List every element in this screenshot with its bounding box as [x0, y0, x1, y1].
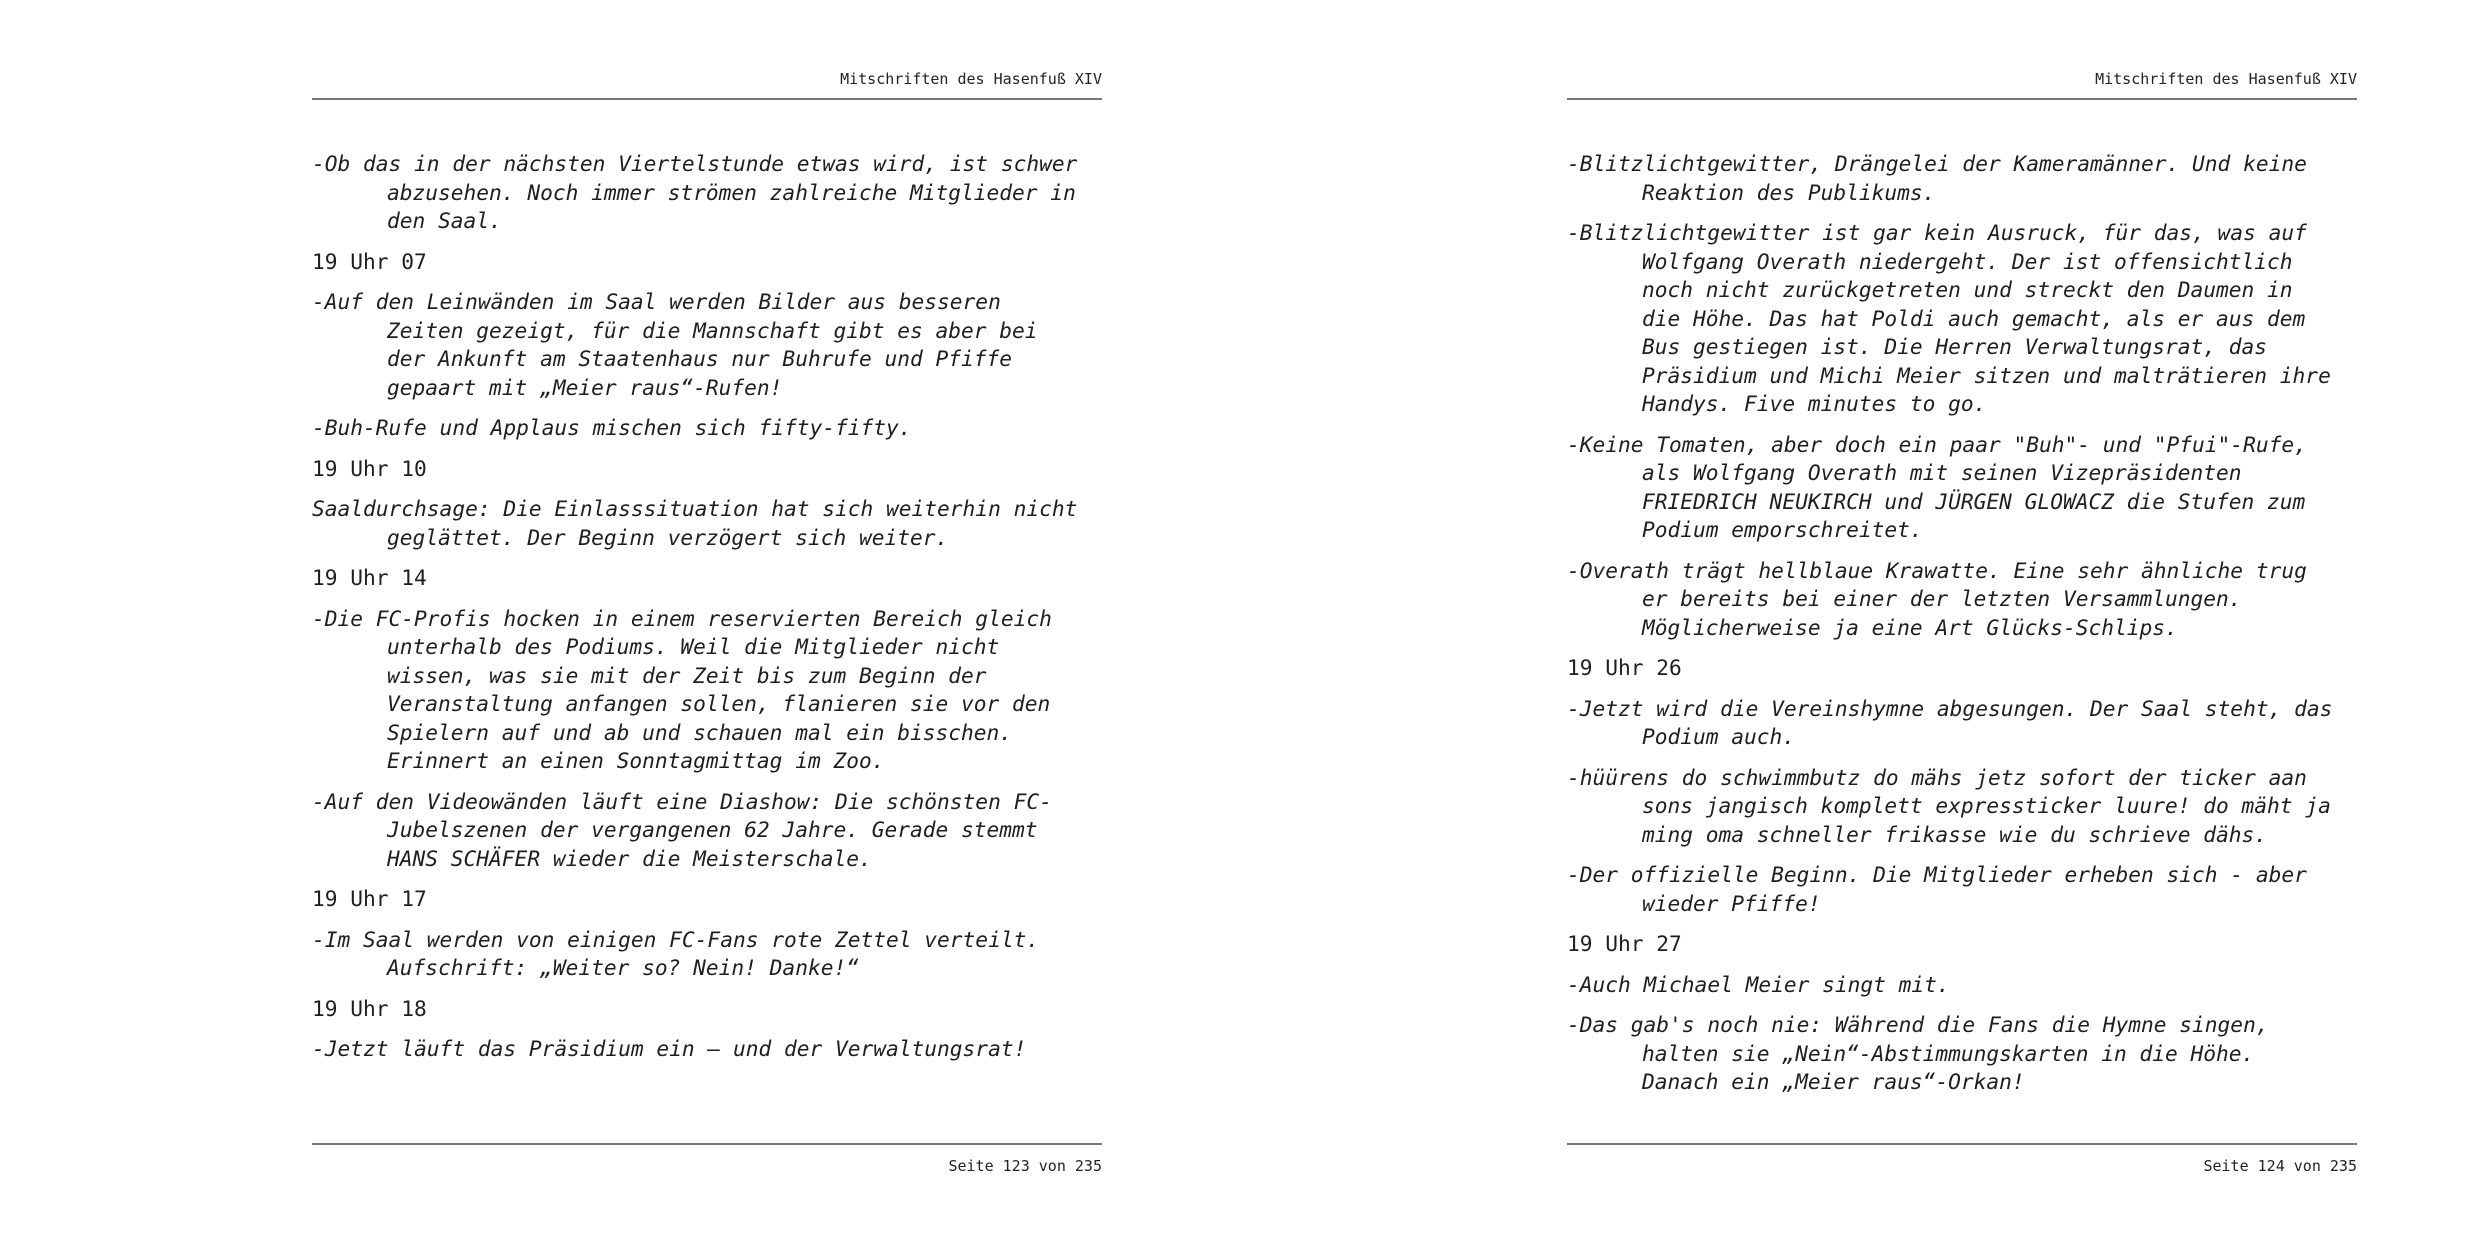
timestamp-1: 19 Uhr 26: [1567, 655, 1682, 680]
entry-4: Saaldurchsage: Die Einlasssituation hat sich weiterhin nicht geglättet. Der Beginn verzögert sich weiter.: [312, 496, 1078, 550]
entry-1: -Blitzlichtgewitter, Drängelei der Kameramänner. Und keine Reaktion des Publikums.: [1567, 151, 2307, 205]
timestamp-4: 19 Uhr 17: [312, 886, 427, 911]
entry-3: -Buh-Rufe und Applaus mischen sich fifty-fifty.: [312, 415, 912, 440]
timestamp-1: 19 Uhr 07: [312, 248, 427, 274]
entry-2: -Auf den Leinwänden im Saal werden Bilder aus besseren Zeiten gezeigt, für die Mannschaft gibt es aber bei der Ankunft am Staatenhaus nur Buhrufe und Pfiffe gepaart mit „Meier raus“-Rufen!: [312, 289, 1038, 400]
timestamp-2: 19 Uhr 27: [1567, 931, 1682, 956]
entry-1: -Ob das in der nächsten Viertelstunde etwas wird, ist schwer abzusehen. Noch immer strömen zahlreiche Mitglieder in den Saal.: [312, 151, 1078, 233]
page-header: Mitschriften des Hasenfuß XIV: [312, 70, 1102, 100]
entry-6: -Auf den Videowänden läuft eine Diashow: Die schönsten FC- Jubelszenen der vergangenen 62 Jahre. Gerade stemmt HANS SCHÄFER wieder die Meisterschale.: [312, 788, 1052, 871]
entry-9: -Das gab's noch nie: Während die Fans die Hymne singen, halten sie „Nein“-Abstimmungskarten in die Höhe. Danach ein „Meier raus“-Orkan!: [1567, 1012, 2269, 1094]
entry-4: -Overath trägt hellblaue Krawatte. Eine sehr ähnliche trug er bereits bei einer der letzten Versammlungen. Möglicherweise ja eine Art Glücks-Schlips.: [1567, 557, 2307, 640]
left-page: [312, 0, 1102, 1240]
entry-5: -Jetzt wird die Vereinshymne abgesungen. Der Saal steht, das Podium auch.: [1567, 695, 2333, 749]
page-content: [1567, 150, 2357, 1109]
timestamp-2: 19 Uhr 10: [312, 455, 427, 481]
timestamp-3: 19 Uhr 14: [312, 565, 427, 590]
entry-8: -Jetzt läuft das Präsidium ein – und der Verwaltungsrat!: [312, 1036, 1027, 1061]
right-page: [1567, 0, 2357, 1240]
entry-7: -Im Saal werden von einigen FC-Fans rote Zettel verteilt. Aufschrift: „Weiter so? Nein! Danke!“: [312, 926, 1040, 980]
entry-2: -Blitzlichtgewitter ist gar kein Ausruck, für das, was auf Wolfgang Overath niedergeht. Der ist offensichtlich noch nicht zurückgetreten und streckt den Daumen in die Höhe. Das hat Poldi auch gemacht, als er aus dem Bus gestiegen ist. Die Herren Verwaltungsrat, das Präsidium und Michi Meier sitzen und malträtieren ihre Handys. Five minutes to go.: [1567, 220, 2331, 416]
page-header: Mitschriften des Hasenfuß XIV: [1567, 70, 2357, 100]
entry-6: -hüürens do schwimmbutz do mähs jetz sofort der ticker aan sons jangisch komplett expressticker luure! do mäht ja ming oma schneller frikasse wie du schrieve dähs.: [1567, 764, 2331, 847]
page-number: Seite 123 von 235: [312, 1143, 1102, 1175]
page-number: Seite 124 von 235: [1567, 1143, 2357, 1175]
entry-7: -Der offizielle Beginn. Die Mitglieder erheben sich - aber wieder Pfiffe!: [1567, 862, 2307, 916]
page-content: [312, 150, 1102, 1076]
entry-3: -Keine Tomaten, aber doch ein paar "Buh"- und "Pfui"-Rufe, als Wolfgang Overath mit seinen Vizepräsidenten FRIEDRICH NEUKIRCH und JÜRGEN GLOWACZ die Stufen zum Podium emporschreitet.: [1567, 431, 2307, 542]
timestamp-5: 19 Uhr 18: [312, 995, 427, 1021]
entry-8: -Auch Michael Meier singt mit.: [1567, 971, 1950, 997]
entry-5: -Die FC-Profis hocken in einem reservierten Bereich gleich unterhalb des Podiums. Weil die Mitglieder nicht wissen, was sie mit der Zeit bis zum Beginn der Veranstaltung anfangen sollen, flanieren sie vor den Spielern auf und ab und schauen mal ein bisschen. Erinnert an einen Sonntagmittag im Zoo.: [312, 605, 1052, 773]
